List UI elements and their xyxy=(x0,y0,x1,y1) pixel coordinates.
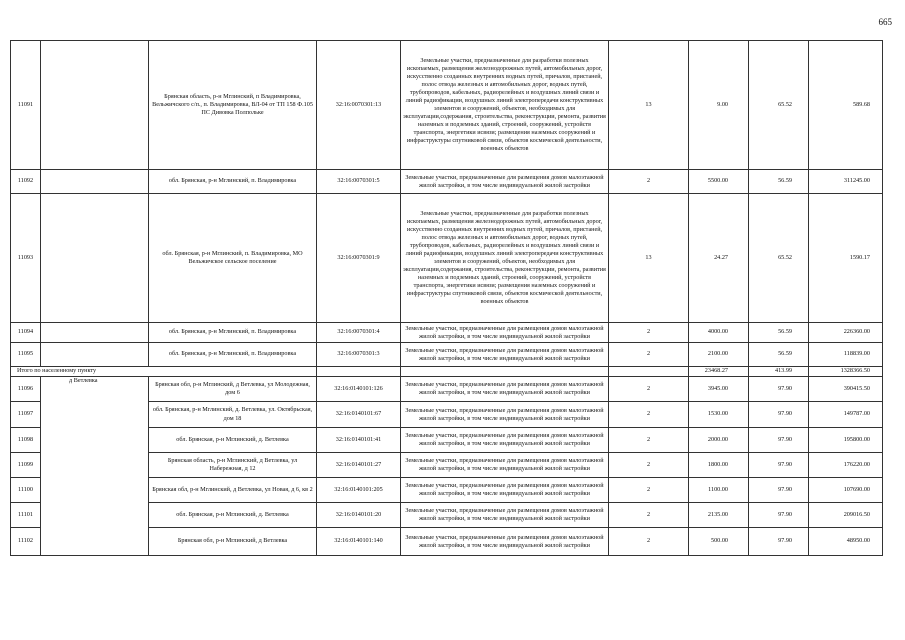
address-cell: обл. Брянская, р-н Мглинский, д. Ветлевка xyxy=(149,428,317,453)
cadastral-number: 32:16:0140101:140 xyxy=(317,528,401,556)
cadastral-rate: 97.90 xyxy=(749,528,809,556)
row-number: 11097 xyxy=(11,402,41,428)
cadastral-value: 589.68 xyxy=(809,41,883,170)
cadastral-value: 176220.00 xyxy=(809,453,883,478)
cadastral-rate: 97.90 xyxy=(749,453,809,478)
land-purpose: Земельные участки, предназначенные для размещения домов малоэтажной жилой застройки, в том числе индивидуальной жилой застройки xyxy=(401,478,609,503)
land-area: 2135.00 xyxy=(689,503,749,528)
table-row xyxy=(11,41,883,170)
land-area: 9.00 xyxy=(689,41,749,170)
land-purpose: Земельные участки, предназначенные для разработки полезных ископаемых, размещения железнодорожных путей, автомобильных дорог, искусственно созданных внутренних водных путей, причалов, пристаней, полос отвода железных и автомобильных дорог, водных путей, трубопроводов, кабельных, радиорелейных и воздушных линий связи и линий радиофикации, воздушных линий электропередачи конструктивных элементов и сооружений, объектов, необходимых для эксплуатации,содержания, строительства, реконструкции, ремонта, развития наземных и подземных зданий, строений, сооружений, устройств транспорта, энергетики исвязи; размещения наземных сооружений и инфраструктуры спутниковой связи, объектов космической деятельности, военных объектов xyxy=(401,194,609,323)
cadastral-number: 32:16:0070301:9 xyxy=(317,194,401,323)
purpose-code: 13 xyxy=(609,194,689,323)
row-number: 11092 xyxy=(11,170,41,194)
row-number: 11096 xyxy=(11,377,41,402)
cadastral-rate: 56.59 xyxy=(749,170,809,194)
address-cell: Брянская область, р-н Мглинский, п Владимировка, Вельжичского с/п., п. Владимировка, ВЛ-04 от ТП 158 Ф.105 ПС Дивовка Полпольке xyxy=(149,41,317,170)
cadastral-number: 32:16:0140101:67 xyxy=(317,402,401,428)
settlement-cell xyxy=(41,343,149,367)
address-cell: Брянская обл, р-н Мглинский, д Ветлевка xyxy=(149,528,317,556)
land-area: 500.00 xyxy=(689,528,749,556)
cadastral-number: 32:16:0070301:13 xyxy=(317,41,401,170)
cadastral-value: 390415.50 xyxy=(809,377,883,402)
address-cell: обл. Брянская, р-н Мглинский, п. Владимировка xyxy=(149,170,317,194)
land-purpose: Земельные участки, предназначенные для размещения домов малоэтажной жилой застройки, в том числе индивидуальной жилой застройки xyxy=(401,528,609,556)
row-number: 11099 xyxy=(11,453,41,478)
cadastral-value: 107690.00 xyxy=(809,478,883,503)
row-number: 11101 xyxy=(11,503,41,528)
purpose-code: 2 xyxy=(609,402,689,428)
row-number: 11102 xyxy=(11,528,41,556)
table-body-part-2 xyxy=(11,377,883,556)
settlement-cell xyxy=(41,323,149,343)
land-purpose: Земельные участки, предназначенные для размещения домов малоэтажной жилой застройки, в том числе индивидуальной жилой застройки xyxy=(401,453,609,478)
cadastral-number: 32:16:0140101:41 xyxy=(317,428,401,453)
subtotal-section xyxy=(11,367,883,377)
land-area: 24.27 xyxy=(689,194,749,323)
land-area: 3945.00 xyxy=(689,377,749,402)
address-cell: обл. Брянская, р-н Мглинский, д. Ветлевка, ул. Октябрьская, дом 18 xyxy=(149,402,317,428)
purpose-code: 2 xyxy=(609,170,689,194)
row-number: 11093 xyxy=(11,194,41,323)
settlement-cell xyxy=(41,194,149,323)
table-row xyxy=(11,194,883,323)
cadastral-rate: 97.90 xyxy=(749,402,809,428)
cadastral-rate: 97.90 xyxy=(749,503,809,528)
table-row xyxy=(11,377,883,402)
cadastral-number: 32:16:0140101:126 xyxy=(317,377,401,402)
cadastral-value: 195800.00 xyxy=(809,428,883,453)
purpose-code: 2 xyxy=(609,377,689,402)
cadastral-number: 32:16:0140101:20 xyxy=(317,503,401,528)
address-cell: Брянская область, р-н Мглинский, д Ветлевка, ул Набережная, д 12 xyxy=(149,453,317,478)
subtotal-empty-purpose xyxy=(401,367,609,377)
cadastral-number: 32:16:0070301:4 xyxy=(317,323,401,343)
subtotal-area: 23468.27 xyxy=(689,367,749,377)
land-area: 1800.00 xyxy=(689,453,749,478)
subtotal-row xyxy=(11,367,883,377)
address-cell: обл. Брянская, р-н Мглинский, п. Владимировка xyxy=(149,343,317,367)
row-number: 11098 xyxy=(11,428,41,453)
purpose-code: 2 xyxy=(609,343,689,367)
land-purpose: Земельные участки, предназначенные для размещения домов малоэтажной жилой застройки, в том числе индивидуальной жилой застройки xyxy=(401,402,609,428)
cadastral-number: 32:16:0070301:5 xyxy=(317,170,401,194)
land-purpose: Земельные участки, предназначенные для размещения домов малоэтажной жилой застройки, в том числе индивидуальной жилой застройки xyxy=(401,343,609,367)
cadastral-rate: 56.59 xyxy=(749,343,809,367)
row-number: 11100 xyxy=(11,478,41,503)
address-cell: обл. Брянская, р-н Мглинский, д. Ветлевка xyxy=(149,503,317,528)
row-number: 11094 xyxy=(11,323,41,343)
cadastral-rate: 97.90 xyxy=(749,428,809,453)
table-row xyxy=(11,343,883,367)
land-purpose: Земельные участки, предназначенные для размещения домов малоэтажной жилой застройки, в том числе индивидуальной жилой застройки xyxy=(401,503,609,528)
land-purpose: Земельные участки, предназначенные для размещения домов малоэтажной жилой застройки, в том числе индивидуальной жилой застройки xyxy=(401,323,609,343)
land-purpose: Земельные участки, предназначенные для разработки полезных ископаемых, размещения железнодорожных путей, автомобильных дорог, искусственно созданных внутренних водных путей, причалов, пристаней, полос отвода железных и автомобильных дорог, водных путей, трубопроводов, кабельных, радиорелейных и воздушных линий связи и линий радиофикации, воздушных линий электропередачи конструктивных элементов и сооружений, объектов, необходимых для эксплуатации,содержания, строительства, реконструкции, ремонта, развития наземных и подземных зданий, строений, сооружений, устройств транспорта, энергетики исвязи; размещения наземных сооружений и инфраструктуры спутниковой связи, объектов космической деятельности, военных объектов xyxy=(401,41,609,170)
settlement-cell: д Ветлевка xyxy=(41,377,149,556)
land-area: 5500.00 xyxy=(689,170,749,194)
settlement-cell xyxy=(41,170,149,194)
land-area: 2100.00 xyxy=(689,343,749,367)
cadastral-value: 209016.50 xyxy=(809,503,883,528)
address-cell: обл. Брянская, р-н Мглинский, п. Владимировка, МО Вельжичское сельское поселение xyxy=(149,194,317,323)
land-purpose: Земельные участки, предназначенные для размещения домов малоэтажной жилой застройки, в том числе индивидуальной жилой застройки xyxy=(401,170,609,194)
table-body-part-1 xyxy=(11,41,883,367)
subtotal-empty-cadastral xyxy=(317,367,401,377)
table-row xyxy=(11,170,883,194)
cadastral-value: 48950.00 xyxy=(809,528,883,556)
cadastral-value: 118839.00 xyxy=(809,343,883,367)
cadastral-rate: 65.52 xyxy=(749,41,809,170)
land-area: 1100.00 xyxy=(689,478,749,503)
purpose-code: 2 xyxy=(609,478,689,503)
purpose-code: 2 xyxy=(609,323,689,343)
purpose-code: 2 xyxy=(609,528,689,556)
table-row xyxy=(11,323,883,343)
cadastral-rate: 56.59 xyxy=(749,323,809,343)
land-registry-table xyxy=(10,40,883,556)
page-number: 665 xyxy=(878,17,892,27)
subtotal-label: Итого по населенному пункту xyxy=(11,367,317,377)
subtotal-rate: 413.99 xyxy=(749,367,809,377)
cadastral-number: 32:16:0140101:205 xyxy=(317,478,401,503)
purpose-code: 2 xyxy=(609,503,689,528)
cadastral-value: 226360.00 xyxy=(809,323,883,343)
land-area: 2000.00 xyxy=(689,428,749,453)
cadastral-number: 32:16:0070301:3 xyxy=(317,343,401,367)
address-cell: обл. Брянская, р-н Мглинский, п. Владимировка xyxy=(149,323,317,343)
purpose-code: 2 xyxy=(609,428,689,453)
subtotal-empty-code xyxy=(609,367,689,377)
settlement-cell xyxy=(41,41,149,170)
cadastral-number: 32:16:0140101:27 xyxy=(317,453,401,478)
address-cell: Брянская обл, р-н Мглинский, д Ветлевка, ул Новая, д 6, кв 2 xyxy=(149,478,317,503)
purpose-code: 13 xyxy=(609,41,689,170)
cadastral-rate: 97.90 xyxy=(749,377,809,402)
cadastral-value: 149787.00 xyxy=(809,402,883,428)
land-area: 1530.00 xyxy=(689,402,749,428)
land-purpose: Земельные участки, предназначенные для размещения домов малоэтажной жилой застройки, в том числе индивидуальной жилой застройки xyxy=(401,377,609,402)
purpose-code: 2 xyxy=(609,453,689,478)
address-cell: Брянская обл, р-н Мглинский, д Ветлевка, ул Молодежная, дом 6 xyxy=(149,377,317,402)
land-area: 4000.00 xyxy=(689,323,749,343)
cadastral-rate: 97.90 xyxy=(749,478,809,503)
row-number: 11095 xyxy=(11,343,41,367)
cadastral-value: 311245.00 xyxy=(809,170,883,194)
cadastral-rate: 65.52 xyxy=(749,194,809,323)
cadastral-value: 1590.17 xyxy=(809,194,883,323)
row-number: 11091 xyxy=(11,41,41,170)
subtotal-value: 1328366.50 xyxy=(809,367,883,377)
land-purpose: Земельные участки, предназначенные для размещения домов малоэтажной жилой застройки, в том числе индивидуальной жилой застройки xyxy=(401,428,609,453)
